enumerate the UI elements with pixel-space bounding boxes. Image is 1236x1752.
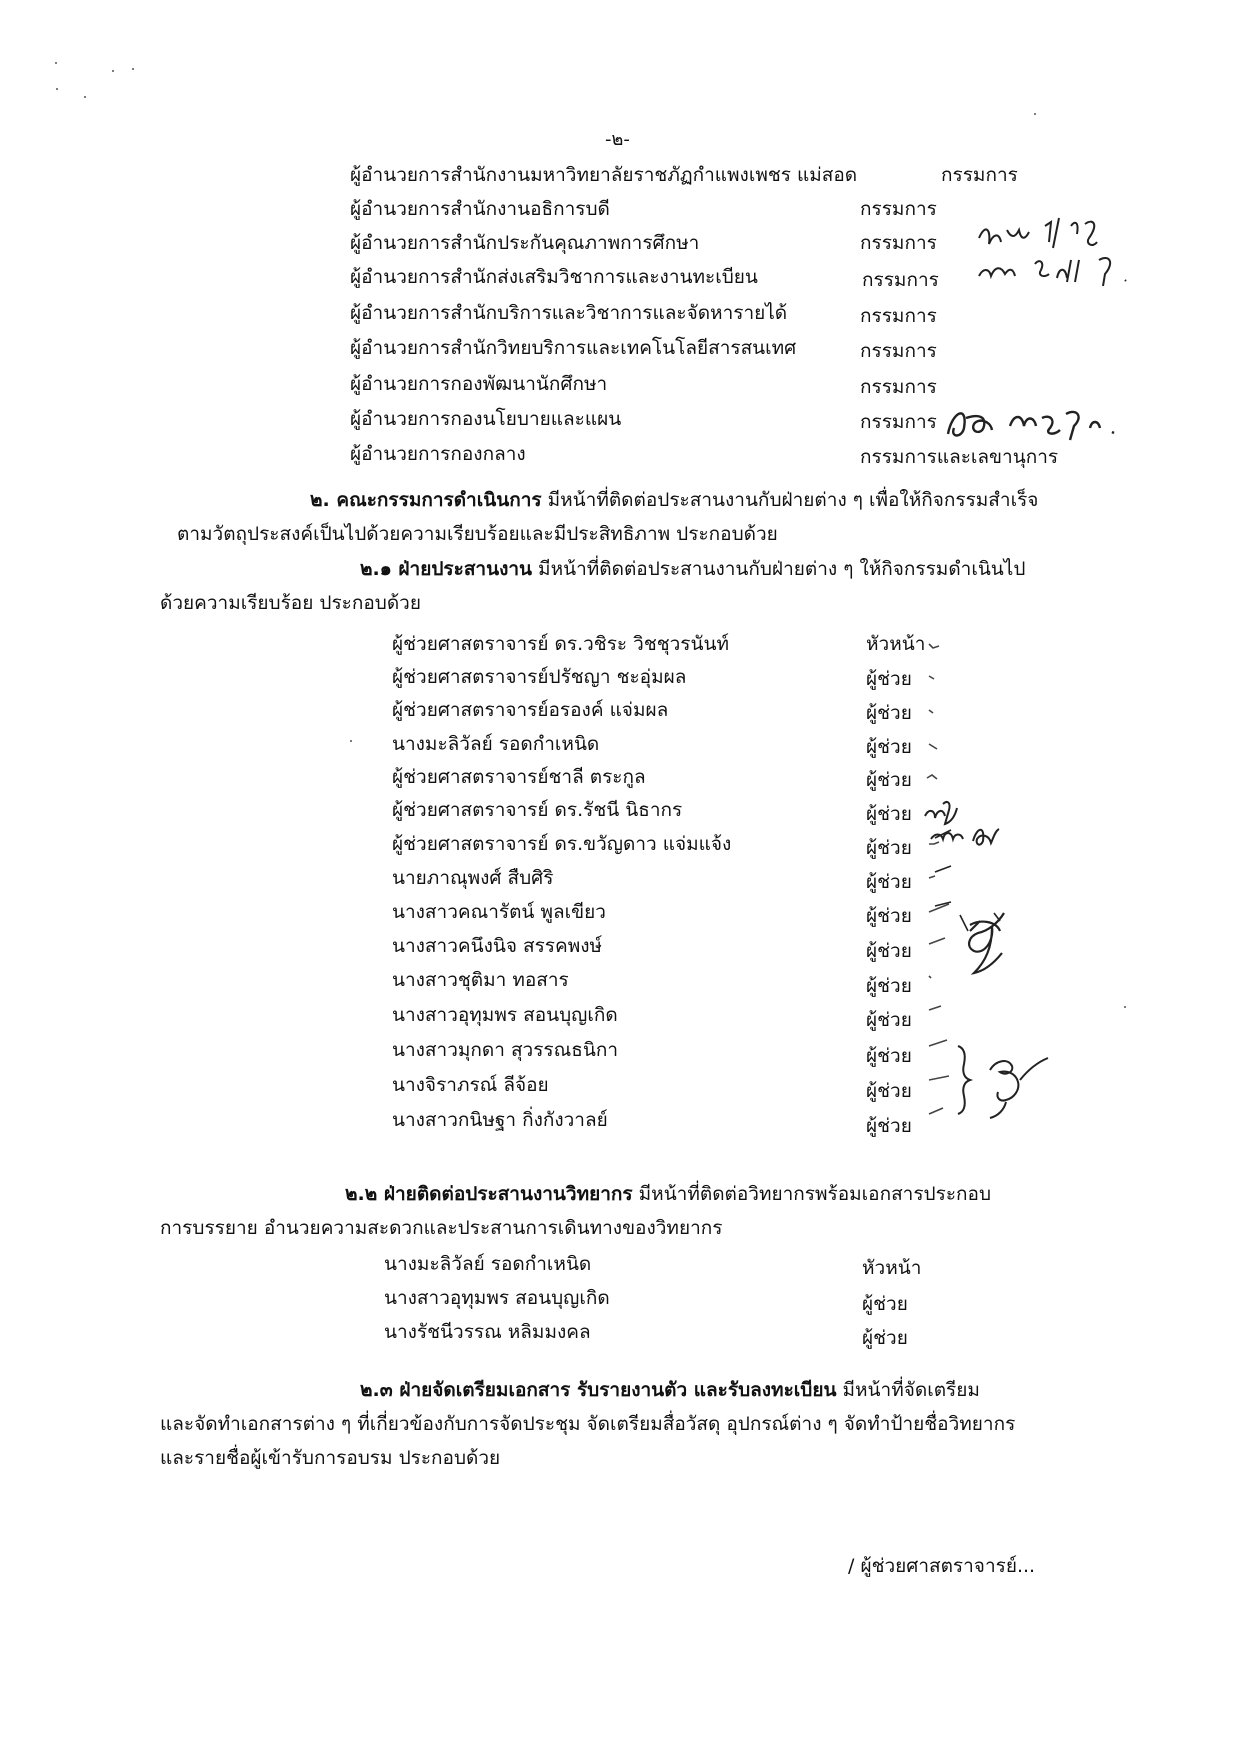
member-name: ผู้ช่วยศาสตราจารย์ปรัชญา ชะอุ่มผล [392,666,687,688]
member-role: ผู้ช่วย [866,736,912,758]
member-name: ผู้ช่วยศาสตราจารย์อรองค์ แจ่มผล [392,699,669,721]
committee-name: ผู้อำนวยการสำนักวิทยบริการและเทคโนโลยีสารสนเทศ [350,337,797,359]
committee-name: ผู้อำนวยการสำนักบริการและวิชาการและจัดหารายได้ [350,302,788,324]
member-name: ผู้ช่วยศาสตราจารย์ ดร.รัชนี นิธากร [392,799,683,821]
member-name: นางสาวคนึงนิจ สรรคพงษ์ [392,935,603,957]
member-name: นางรัชนีวรรณ หลิมมงคล [384,1321,591,1343]
member-role: ผู้ช่วย [862,1293,908,1315]
section-2-3-text: มีหน้าที่จัดเตรียม [836,1379,980,1401]
scan-speck [56,88,58,90]
section-2-1-heading: ๒.๑ ฝ่ายประสานงาน [360,558,533,580]
member-role: ผู้ช่วย [866,769,912,791]
committee-name: ผู้อำนวยการสำนักส่งเสริมวิชาการและงานทะเบียน [350,266,758,288]
section-2-3-line3: และรายชื่อผู้เข้ารับการอบรม ประกอบด้วย [160,1447,501,1469]
section-2-1-text: มีหน้าที่ติดต่อประสานงานกับฝ่ายต่าง ๆ ให้กิจกรรมดำเนินไป [532,558,1026,580]
committee-role: กรรมการ [860,340,937,362]
committee-role: กรรมการ [941,164,1018,186]
scan-speck [84,96,86,98]
section-2-2-heading: ๒.๒ ฝ่ายติดต่อประสานงานวิทยากร [345,1183,633,1205]
member-role: ผู้ช่วย [866,905,912,927]
member-role: ผู้ช่วย [866,940,912,962]
handwritten-signature [845,792,955,836]
committee-role: กรรมการ [860,376,937,398]
committee-role: กรรมการ [860,232,937,254]
section-2-1-line2: ด้วยความเรียบร้อย ประกอบด้วย [160,592,421,614]
section-2-2-line1 [345,1182,991,1206]
committee-name: ผู้อำนวยการกองพัฒนานักศึกษา [350,373,608,395]
member-name: นางสาวคณารัตน์ พูลเขียว [392,901,606,923]
member-name: นางสาวกนิษฐา กิ่งกังวาลย์ [392,1109,608,1131]
handwritten-signature [940,396,1140,450]
member-name: ผู้ช่วยศาสตราจารย์ชาลี ตระกูล [392,766,646,788]
committee-name: ผู้อำนวยการสำนักงานมหาวิทยาลัยราชภัฏกำแพงเพชร แม่สอด [350,164,858,186]
section-2-2-text: มีหน้าที่ติดต่อวิทยากรพร้อมเอกสารประกอบ [632,1183,992,1205]
committee-role: กรรมการและเลขานุการ [860,446,1059,468]
handwritten-brace [950,1040,1050,1144]
section-2-1-line1 [360,557,1025,581]
member-role: ผู้ช่วย [866,975,912,997]
committee-role: กรรมการ [860,198,937,220]
member-role: ผู้ช่วย [866,1045,912,1067]
member-role: ผู้ช่วย [866,1080,912,1102]
scan-speck [55,62,57,64]
scan-speck [1034,113,1036,115]
committee-role: กรรมการ [860,305,937,327]
member-name: ผู้ช่วยศาสตราจารย์ ดร.วชิระ วิชชุวรนันท์ [392,633,729,655]
member-role: หัวหน้า [862,1257,922,1279]
member-name: นางสาวชุติมา ทอสาร [392,969,569,991]
member-role: ผู้ช่วย [866,803,912,825]
member-role: ผู้ช่วย [862,1327,908,1349]
member-role: ผู้ช่วย [866,1009,912,1031]
handwritten-signature-date [975,250,1135,294]
section-2-3-line1 [360,1378,980,1402]
scan-speck [112,70,114,72]
section-2-3-line2: และจัดทำเอกสารต่าง ๆ ที่เกี่ยวข้องกับการจัดประชุม จัดเตรียมสื่อวัสดุ อุปกรณ์ต่าง ๆ จัดทำป้ายชื่อวิทยากร [160,1413,1016,1435]
committee-role: กรรมการ [862,269,939,291]
scan-speck [1124,1006,1126,1008]
section-2-heading: ๒. คณะกรรมการดำเนินการ [310,489,542,511]
section-2-text: มีหน้าที่ติดต่อประสานงานกับฝ่ายต่าง ๆ เพื่อให้กิจกรรมสำเร็จ [541,489,1039,511]
member-name: นางสาวอุทุมพร สอนบุญเกิด [392,1004,618,1026]
section-2-3-heading: ๒.๓ ฝ่ายจัดเตรียมเอกสาร รับรายงานตัว และรับลงทะเบียน [360,1379,837,1401]
committee-name: ผู้อำนวยการสำนักประกันคุณภาพการศึกษา [350,232,700,254]
member-role: ผู้ช่วย [866,702,912,724]
member-role: ผู้ช่วย [866,668,912,690]
member-name: นางสาวอุทุมพร สอนบุญเกิด [384,1287,610,1309]
committee-name: ผู้อำนวยการกองกลาง [350,443,526,465]
scan-speck [132,68,134,70]
member-name: นางมะลิวัลย์ รอดกำเหนิด [392,733,600,755]
committee-name: ผู้อำนวยการสำนักงานอธิการบดี [350,198,610,220]
member-role: ผู้ช่วย [866,871,912,893]
page-continuation: / ผู้ช่วยศาสตราจารย์... [848,1555,1036,1577]
member-role: หัวหน้า [866,633,926,655]
member-name: นางสาวมุกดา สุวรรณธนิกา [392,1039,619,1061]
page-number: -๒- [605,129,630,150]
section-2-line2: ตามวัตถุประสงค์เป็นไปด้วยความเรียบร้อยและมีประสิทธิภาพ ประกอบด้วย [177,523,778,545]
section-2-2-line2: การบรรยาย อำนวยความสะดวกและประสานการเดินทางของวิทยากร [160,1217,723,1239]
committee-name: ผู้อำนวยการกองนโยบายและแผน [350,408,622,430]
member-name: นางจิราภรณ์ ลีจ้อย [392,1074,549,1096]
member-name: นางมะลิวัลย์ รอดกำเหนิด [384,1253,592,1275]
member-role: ผู้ช่วย [866,1115,912,1137]
member-name: นายภาณุพงศ์ สืบศิริ [392,867,554,889]
member-role: ผู้ช่วย [866,837,912,859]
section-2-line1 [310,488,1038,512]
committee-role: กรรมการ [860,411,937,433]
member-name: ผู้ช่วยศาสตราจารย์ ดร.ขวัญดาว แจ่มแจ้ง [392,833,732,855]
scan-speck [350,740,352,742]
